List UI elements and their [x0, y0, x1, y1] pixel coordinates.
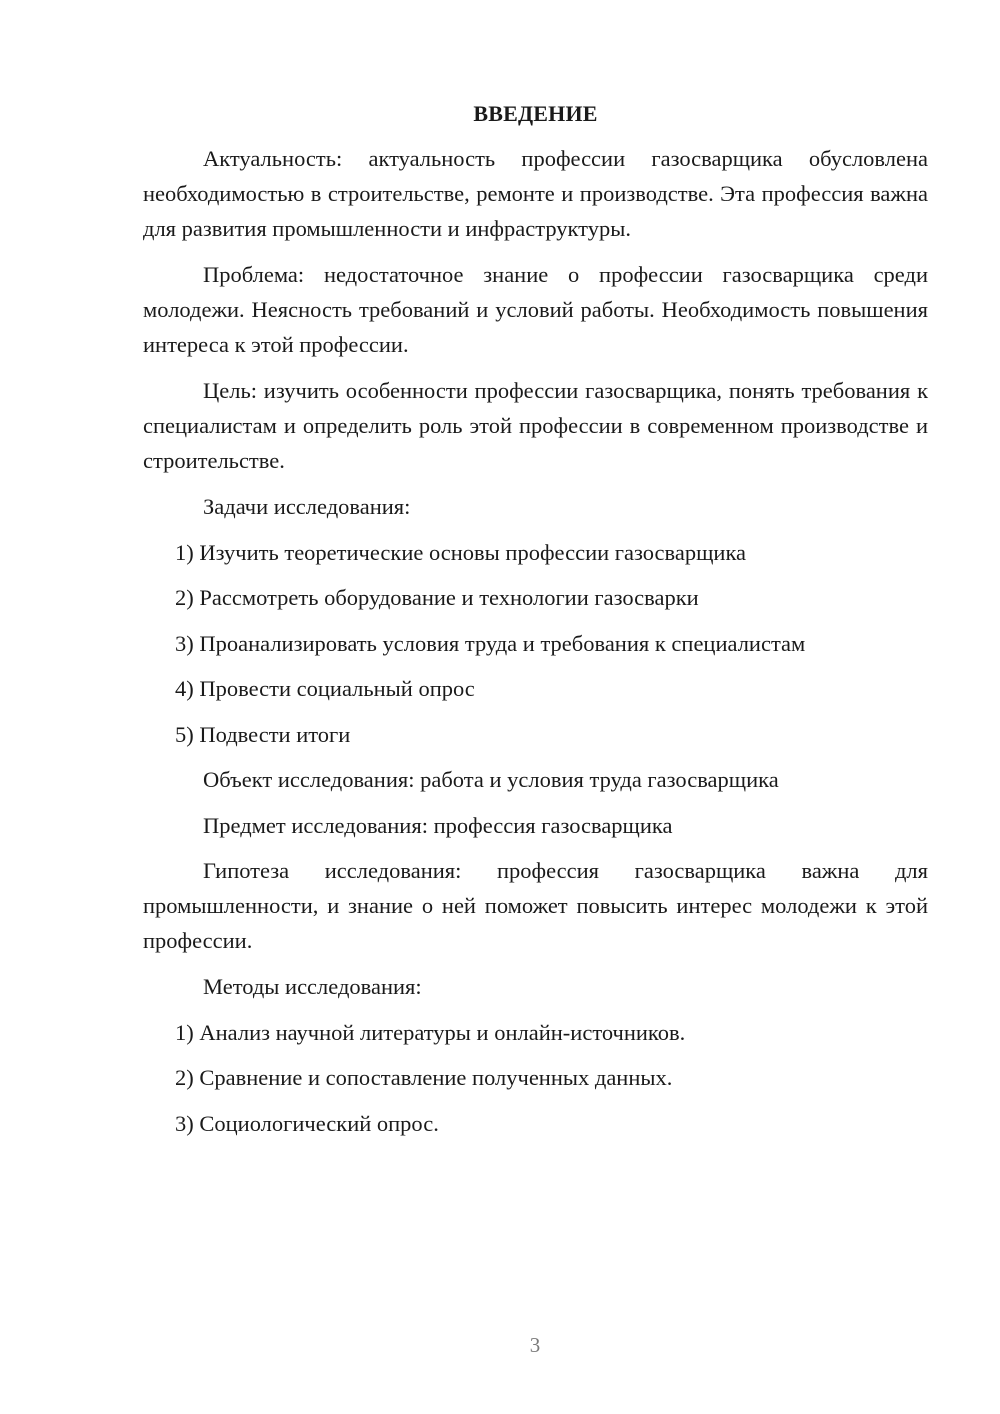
hypothesis-paragraph: Гипотеза исследования: профессия газосварщика важна для промышленности, и знание о ней поможет повысить интерес молодежи к этой профессии. — [143, 858, 928, 953]
problem-paragraph: Проблема: недостаточное знание о профессии газосварщика среди молодежи. Неясность требований и условий работы. Необходимость повышения интереса к этой профессии. — [143, 262, 928, 357]
document-page — [143, 96, 928, 1151]
relevance-paragraph: Актуальность: актуальность профессии газосварщика обусловлена необходимостью в строительстве, ремонте и производстве. Эта профессия важна для развития промышленности и инфраструктуры. — [143, 146, 928, 241]
page-title: ВВЕДЕНИЕ — [473, 101, 598, 126]
method-item: 2) Сравнение и сопоставление полученных данных. — [175, 1065, 673, 1090]
methods-heading: Методы исследования: — [203, 974, 422, 999]
task-item: 4) Провести социальный опрос — [175, 676, 475, 701]
goal-paragraph: Цель: изучить особенности профессии газосварщика, понять требования к специалистам и определить роль этой профессии в современном производстве и строительстве. — [143, 378, 928, 473]
task-item: 1) Изучить теоретические основы профессии газосварщика — [175, 539, 747, 565]
task-item: 5) Подвести итоги — [175, 721, 351, 747]
research-object: Объект исследования: работа и условия труда газосварщика — [203, 767, 779, 792]
task-item: 2) Рассмотреть оборудование и технологии газосварки — [175, 585, 699, 610]
research-subject: Предмет исследования: профессия газосварщика — [203, 812, 673, 838]
method-item: 1) Анализ научной литературы и онлайн-источников. — [175, 1019, 686, 1045]
task-item: 3) Проанализировать условия труда и требования к специалистам — [175, 630, 806, 656]
method-item: 3) Социологический опрос. — [175, 1110, 439, 1136]
tasks-heading: Задачи исследования: — [203, 494, 411, 519]
page-number: 3 — [529, 1333, 541, 1357]
